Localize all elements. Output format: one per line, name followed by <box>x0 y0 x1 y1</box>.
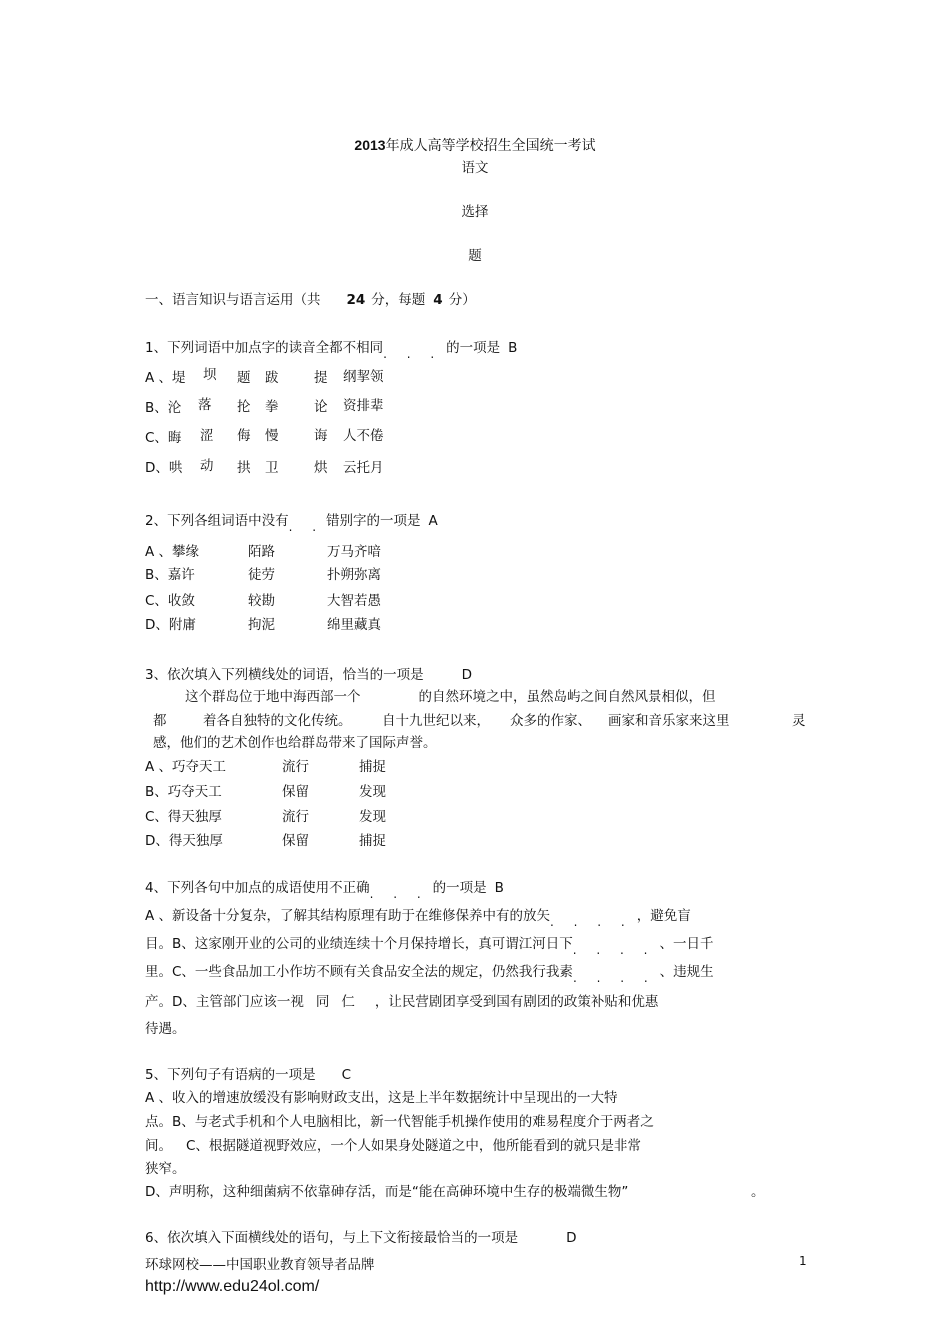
q3-passage-seg5: 灵 <box>792 713 806 729</box>
part-heading-a: 选择 <box>461 204 489 220</box>
q5-line2: 点。B、与老式手机和个人电脑相比，新一代智能手机操作使用的难易程度介于两者之 <box>145 1114 654 1130</box>
footer-brand: 环球网校——中国职业教育领导者品牌 <box>145 1257 375 1273</box>
q1-c-w6: 人不倦 <box>343 428 384 444</box>
q3-b-w2: 保留 <box>282 784 309 800</box>
q5-line3: 间。 C、根据隧道视野效应，一个人如果身处隧道之中，他所能看到的就只是非常 <box>145 1138 641 1154</box>
q1-c-w2: 涩 <box>200 428 214 444</box>
q2-c-w2: 较勘 <box>248 593 275 609</box>
q2-d-w2: 拘泥 <box>248 617 275 633</box>
q2-option-a: A 、攀缘 <box>145 544 200 560</box>
q1-b-w3: 抡 <box>237 399 251 415</box>
q5-line1: A 、收入的增速放缓没有影响财政支出，这是上半年数据统计中呈现出的一大特 <box>145 1090 618 1106</box>
q3-option-b: B、巧夺天工 <box>145 784 222 800</box>
exam-title-text: 年成人高等学校招生全国统一考试 <box>385 138 596 154</box>
q3-passage-seg: 着各自独特的文化传统。 <box>203 713 352 729</box>
q1-option-c: C、晦 <box>145 430 182 446</box>
q1-a-w6: 纲挈领 <box>343 369 384 385</box>
page-number: 1 <box>799 1254 807 1268</box>
q2-option-d: D、附庸 <box>145 617 196 633</box>
q2-d-w3: 绵里藏真 <box>327 617 381 633</box>
q1-a-w5: 提 <box>314 370 328 386</box>
q4-line1: A 、新设备十分复杂，了解其结构原理有助于在维修保养中有的放矢. . . . ，避免盲 <box>145 908 691 929</box>
q1-d-w3: 拱 <box>237 460 251 476</box>
exam-year: 2013 <box>354 137 386 153</box>
q4-line3: 里。C、一些食品加工小作坊不顾有关食品安全法的规定，仍然我行我素. . . . 、违规生 <box>145 964 714 985</box>
q5-line5: D、声明称，这种细菌病不依靠砷存活，而是“能在高砷环境中生存的极端微生物” <box>145 1184 629 1200</box>
q3-passage-seg4: 画家和音乐家来这里 <box>608 713 730 729</box>
q3-option-d: D、得天独厚 <box>145 833 223 849</box>
q1-stem: 1、下列词语中加点字的读音全都不相同. . . 的一项是 B <box>145 340 518 361</box>
q2-c-w3: 大智若愚 <box>327 593 381 609</box>
q1-b-w4: 拳 <box>265 399 279 415</box>
q3-d-w2: 保留 <box>282 833 309 849</box>
q3-passage-seg2: 自十九世纪以来， <box>382 713 490 729</box>
q3-a-w2: 流行 <box>282 759 309 775</box>
q4-line4: 产。D、主管部门应该一视 同 仁 ，让民营剧团享受到国有剧团的政策补贴和优惠 <box>145 994 659 1010</box>
q1-c-w3: 侮 <box>237 428 251 444</box>
q1-d-w5: 烘 <box>314 460 328 476</box>
q1-b-w2: 落 <box>198 397 212 413</box>
q4-line2: 目。B、这家刚开业的公司的业绩连续十个月保持增长，真可谓江河日下. . . . 、一日千 <box>145 936 714 957</box>
q3-c-w2: 流行 <box>282 809 309 825</box>
section-heading: 一、语言知识与语言运用（共 24 分，每题 4 分） <box>145 292 476 308</box>
q1-b-w5: 论 <box>314 399 328 415</box>
q3-passage-line3: 感，他们的艺术创作也给群岛带来了国际声誉。 <box>153 735 437 751</box>
q3-b-w3: 发现 <box>359 784 386 800</box>
q3-stem: 3、依次填入下列横线处的词语，恰当的一项是 D <box>145 667 472 683</box>
q5-answer: C <box>341 1067 352 1083</box>
q6-stem: 6、依次填入下面横线处的语句，与上下文衔接最恰当的一项是 D <box>145 1230 577 1246</box>
q1-option-a: A 、堤 <box>145 370 186 386</box>
footer-url-link[interactable]: http://www.edu24ol.com/ <box>145 1278 320 1295</box>
q4-stem: 4、下列各句中加点的成语使用不正确. . . 的一项是 B <box>145 880 504 901</box>
q5-line5-end: 。 <box>751 1184 765 1200</box>
q1-a-w4: 跋 <box>265 370 279 386</box>
q2-a-w2: 陌路 <box>248 544 275 560</box>
q1-option-b: B、沦 <box>145 400 182 416</box>
q3-option-a: A 、巧夺天工 <box>145 759 227 775</box>
q2-a-w3: 万马齐喑 <box>327 544 381 560</box>
q2-b-w2: 徒劳 <box>248 567 275 583</box>
q1-c-w4: 慢 <box>265 428 279 444</box>
q3-a-w3: 捕捉 <box>359 759 386 775</box>
q3-option-c: C、得天独厚 <box>145 809 222 825</box>
q2-stem: 2、下列各组词语中没有. . 错别字的一项是 A <box>145 513 438 534</box>
q3-passage-line1: 这个群岛位于地中海西部一个 的自然环境之中，虽然岛屿之间自然风景相似，但 <box>185 689 716 705</box>
q6-answer: D <box>566 1230 577 1246</box>
q2-option-c: C、收敛 <box>145 593 195 609</box>
q3-passage-word-dou: 都 <box>153 713 167 729</box>
q2-option-b: B、嘉许 <box>145 567 195 583</box>
q1-c-w5: 诲 <box>314 428 328 444</box>
q3-answer: D <box>461 667 472 683</box>
q3-passage-seg3: 众多的作家、 <box>510 713 591 729</box>
q2-b-w3: 扑朔弥离 <box>327 567 381 583</box>
q5-line4: 狭窄。 <box>145 1161 186 1177</box>
q3-c-w3: 发现 <box>359 809 386 825</box>
q1-d-w4: 卫 <box>265 460 279 476</box>
q4-answer: B <box>494 880 504 896</box>
part-heading-b: 题 <box>468 248 482 264</box>
exam-title <box>0 136 950 155</box>
q1-a-w3: 题 <box>237 370 251 386</box>
q1-answer: B <box>508 340 518 356</box>
q3-d-w3: 捕捉 <box>359 833 386 849</box>
q1-option-d: D、哄 <box>145 460 183 476</box>
q4-line5: 待遇。 <box>145 1021 186 1037</box>
q1-b-w6: 资排辈 <box>343 398 384 414</box>
subject-heading: 语文 <box>461 160 489 176</box>
q2-answer: A <box>428 513 438 529</box>
q1-a-w2: 坝 <box>203 367 217 383</box>
q1-d-w6: 云托月 <box>343 460 384 476</box>
q5-stem: 5、下列句子有语病的一项是 C <box>145 1067 352 1083</box>
q1-d-w2: 动 <box>200 458 214 474</box>
